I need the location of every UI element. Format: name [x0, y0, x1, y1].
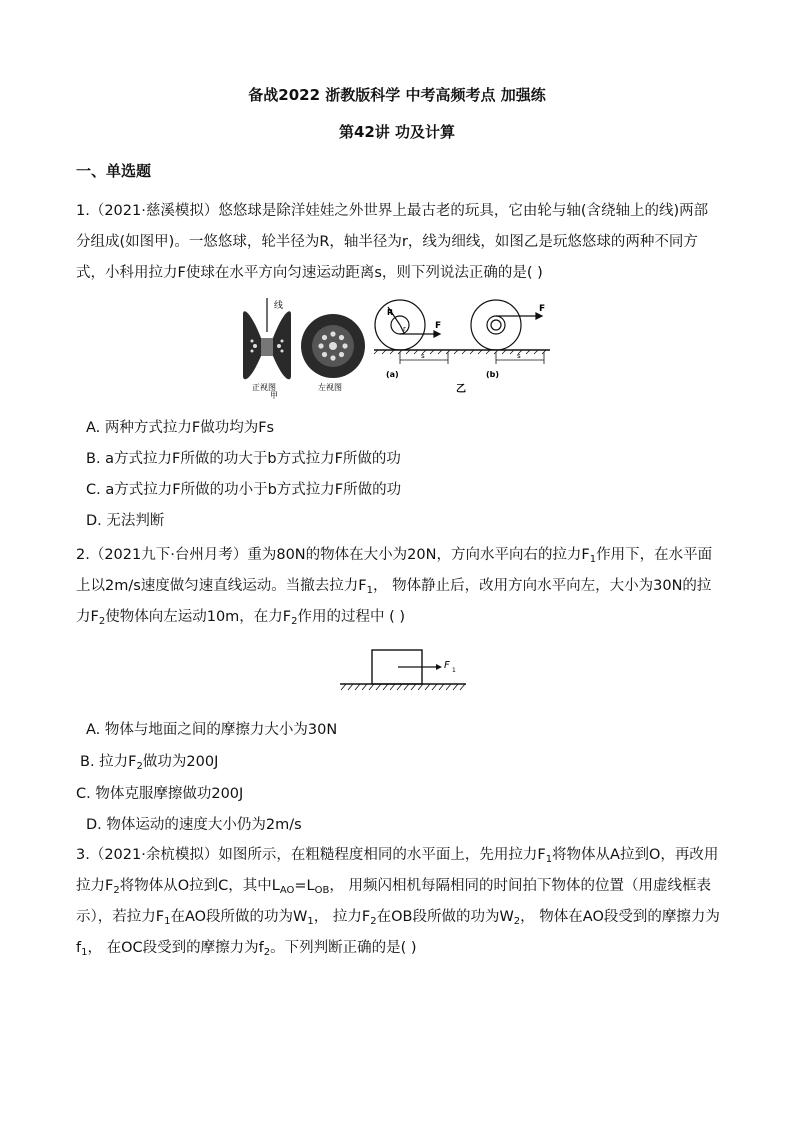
wheel-a: [375, 300, 440, 350]
document-title: 备战2022 浙教版科学 中考高频考点 加强练: [248, 86, 546, 104]
label-F1-sub: 1: [452, 667, 456, 674]
label-F1: F: [444, 660, 450, 671]
question-3-stem: 3.（2021·余杭模拟）如图所示，在粗糙程度相同的水平面上，先用拉力$F_1$将物体从A拉到O，再改用拉力$F_2$将物体从O拉到C，其中$L_{AO}=L_{OB}$， 用频闪相机每隔相同的时间拍下物体的位置（用虚线框表示），若拉力$F_1$在AO段所做的功为$W_1$， 拉力$F_2$在OB段所做的功为$W_2$， 物体在AO段受到的摩擦力为$f_1$， 在OC段受到的摩擦力为$f_2$。下列判断正确的是( ): [76, 847, 720, 958]
question-1-option-b: B. a方式拉力F所做的功大于b方式拉力F所做的功: [86, 451, 401, 467]
question-1-option-d: D. 无法判断: [86, 513, 165, 529]
label-r: r: [403, 325, 406, 333]
section-heading: 一、单选题: [76, 162, 152, 180]
question-2-option-b: B. 拉力$F_2$做功为200J: [80, 754, 219, 772]
yoyo-front-view: [243, 298, 291, 379]
label-F-b: F: [539, 304, 546, 314]
label-b: (b): [486, 370, 500, 379]
question-2-option-a: A. 物体与地面之间的摩擦力大小为30N: [86, 722, 338, 738]
wheel-b: [471, 300, 542, 350]
label-yi: 乙: [456, 384, 466, 395]
label-jia: 甲: [270, 391, 278, 400]
question-2-option-d: D. 物体运动的速度大小仍为2m/s: [86, 817, 302, 833]
question-2-option-c: C. 物体克服摩擦做功200J: [76, 786, 244, 802]
question-1-option-c: C. a方式拉力F所做的功小于b方式拉力F所做的功: [86, 482, 402, 498]
block-figure: [338, 646, 468, 692]
label-a: (a): [386, 370, 399, 379]
yoyo-figure: [238, 298, 558, 400]
question-1-stem: 1.（2021·慈溪模拟）悠悠球是除洋娃娃之外世界上最古老的玩具，它由轮与轴(含绕轴上的线)两部分组成(如图甲)。一悠悠球，轮半径为R，轴半径为r，线为细线，如图乙是玩悠悠球的两种不同方式，小科用拉力F使球在水平方向匀速运动距离s，则下列说法正确的是( ): [76, 203, 709, 281]
yoyo-left-view: [301, 314, 365, 378]
label-line: 线: [274, 301, 284, 311]
label-front-view: 正视图: [252, 383, 276, 392]
question-1-option-a: A. 两种方式拉力F做功均为Fs: [86, 420, 275, 436]
lecture-title: 第42讲 功及计算: [338, 123, 456, 141]
label-s-a: s: [421, 352, 425, 360]
label-F-a: F: [435, 321, 442, 331]
question-2-stem: 2.（2021九下·台州月考）重为80N的物体在大小为20N，方向水平向右的拉力$F_1$作用下，在水平面上以2m/s速度做匀速直线运动。当撤去拉力$F_1$， 物体静止后，改用方向水平向左，大小为30N的拉力$F_2$使物体向左运动10m，在力$F_2$作用的过程中 ( ): [76, 547, 713, 627]
label-s-b: s: [517, 352, 521, 360]
label-R: R: [387, 308, 394, 317]
label-left-view: 左视图: [318, 383, 342, 392]
